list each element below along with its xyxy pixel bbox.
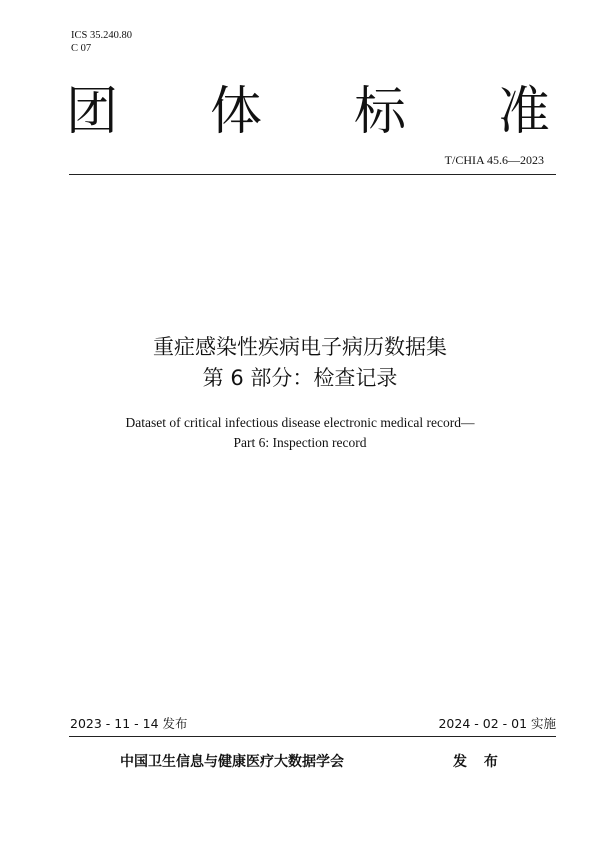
chinese-title-line-2: 第 6 部分：检查记录 <box>202 366 398 390</box>
document-type-char: 准 <box>497 82 550 142</box>
ccs-code: C 07 <box>71 43 92 54</box>
ics-code: ICS 35.240.80 <box>71 30 132 41</box>
implementation-date: 2024 - 02 - 01 实施 <box>438 716 556 731</box>
publisher-name: 中国卫生信息与健康医疗大数据学会 <box>120 754 344 770</box>
top-divider <box>69 174 556 175</box>
chinese-title-line-1: 重症感染性疾病电子病历数据集 <box>153 335 447 359</box>
document-type-title <box>66 80 550 144</box>
document-type-char: 体 <box>209 82 262 142</box>
document-type-char: 标 <box>353 82 406 142</box>
english-title-line-2: Part 6: Inspection record <box>233 435 367 450</box>
standard-number: T/CHIA 45.6—2023 <box>444 153 544 167</box>
publish-date: 2023 - 11 - 14 发布 <box>70 716 188 731</box>
publish-label: 发 布 <box>453 754 504 770</box>
bottom-divider <box>69 736 556 737</box>
document-type-char: 团 <box>66 82 119 142</box>
english-title-line-1: Dataset of critical infectious disease electronic medical record— <box>125 415 475 430</box>
